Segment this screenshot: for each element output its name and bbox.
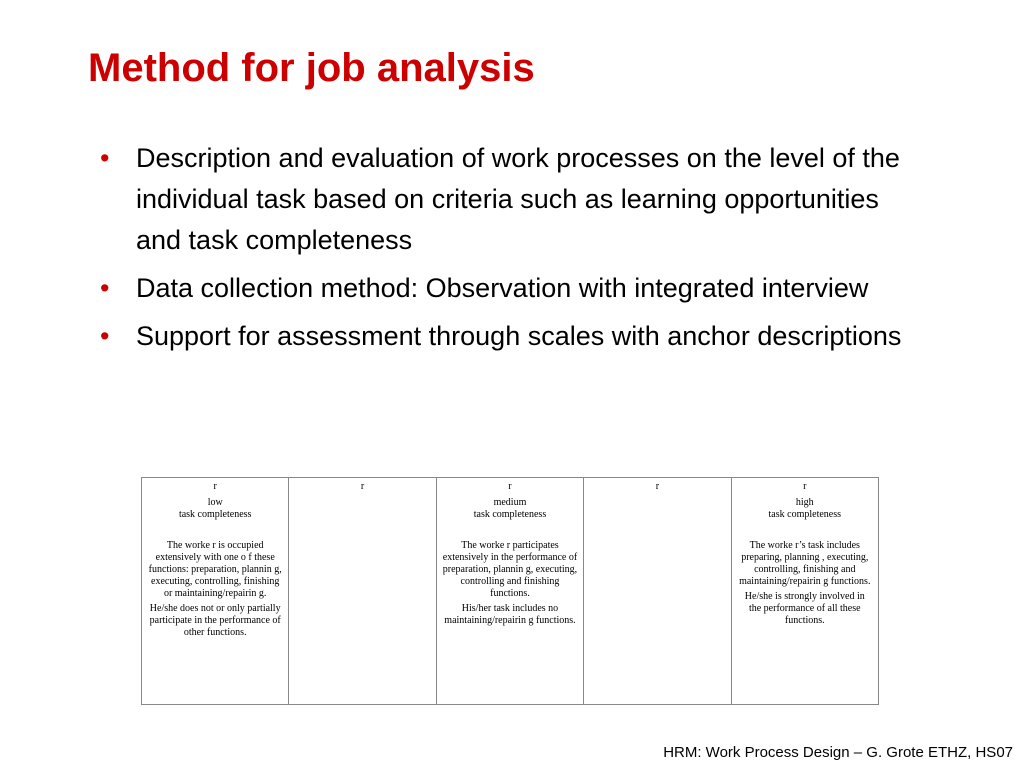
scale-level-label: medium [493,497,527,508]
scale-marker: r [803,481,807,492]
scale-level-caption: task completeness [473,509,547,520]
bullet-text: Support for assessment through scales with anchor descriptions [136,321,902,351]
scale-level-label: high [795,497,814,508]
bullet-item [100,268,930,309]
slide-title: Method for job analysis [88,46,535,90]
scale-cell-low [142,478,289,705]
anchor-description: The worke r participates extensively in the performance of preparation, plannin g, executing, controlling and finishing functions. [442,540,578,599]
bullet-item [100,138,930,261]
bullet-icon: • [100,321,110,351]
scale-cell-low-medium [289,478,436,705]
scale-level-caption: task completeness [768,509,842,520]
scale-level-caption: task completeness [178,509,252,520]
scale-cell-medium [436,478,583,705]
bullet-text: Data collection method: Observation with integrated interview [136,273,869,303]
anchor-description: His/her task includes no maintaining/repairin g functions. [444,603,576,626]
bullet-icon: • [100,143,110,173]
bullet-list [100,138,930,364]
bullet-text: Description and evaluation of work processes on the level of the individual task based on criteria such as learning opportunities and task completeness [136,143,900,255]
bullet-item [100,316,930,357]
slide-footer: HRM: Work Process Design – G. Grote ETHZ, HS07 [663,744,1013,761]
scale-cell-medium-high [584,478,731,705]
bullet-icon: • [100,273,110,303]
anchor-description: He/she is strongly involved in the performance of all these functions. [744,591,865,626]
anchor-description: The worke r is occupied extensively with one o f these functions: preparation, plannin g, executing, controlling, finishing or maintaining/repairin g. [148,540,282,599]
scale-marker: r [213,481,217,492]
scale-level-label: low [207,497,223,508]
anchor-description: The worke r’s task includes preparing, planning , executing, controlling, finishing and maintaining/repairin g functions. [739,540,871,587]
scale-row [142,478,879,705]
anchor-scale-table [141,477,879,705]
scale-marker: r [360,481,365,492]
scale-cell-high [731,478,878,705]
scale-marker: r [508,481,512,492]
scale-marker: r [655,481,660,492]
anchor-description: He/she does not or only partially participate in the performance of other functions. [149,603,281,638]
